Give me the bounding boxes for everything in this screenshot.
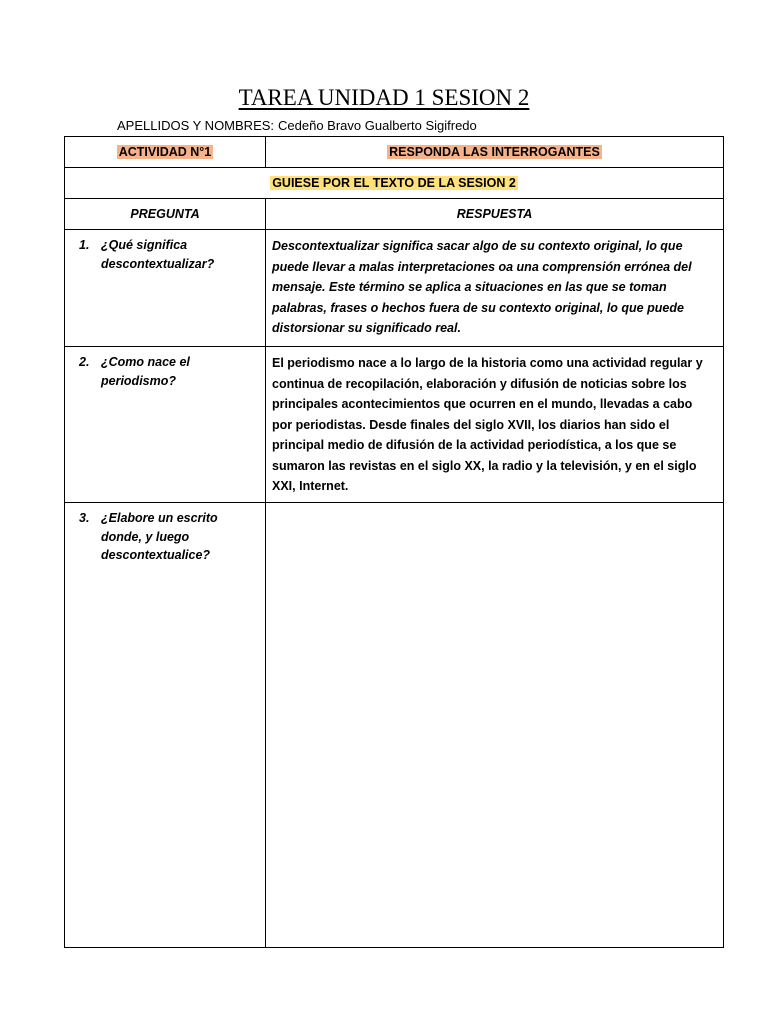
subheader-label: GUIESE POR EL TEXTO DE LA SESION 2	[272, 176, 516, 190]
table-row	[65, 347, 724, 503]
question-cell	[65, 347, 266, 503]
student-names-line	[117, 118, 477, 134]
table-row	[65, 503, 724, 948]
activity-table	[64, 136, 724, 948]
col-question-header: PREGUNTA	[65, 199, 266, 230]
header-right-cell	[266, 137, 724, 168]
table-header-row	[65, 137, 724, 168]
table-row	[65, 230, 724, 347]
question-cell	[65, 230, 266, 347]
table-subheader-row	[65, 168, 724, 199]
answer-cell: El periodismo nace a lo largo de la historia como una actividad regular y continua de recopilación, elaboración y difusión de noticias sobre los principales acontecimientos que ocurren en el mundo, llevadas a cabo por periodistas. Desde finales del siglo XVII, los diarios han sido el principal medio de difusión de la actividad periodística, a los que se sumaron las revistas en el siglo XX, la radio y la televisión, y en el siglo XXI, Internet.	[266, 347, 724, 503]
names-value: Cedeño Bravo Gualberto Sigifredo	[278, 118, 477, 133]
question-text: ¿Elabore un escrito donde, y luego descontextualice?	[101, 511, 218, 562]
subheader-cell	[65, 168, 724, 199]
answer-cell: Descontextualizar significa sacar algo de su contexto original, lo que puede llevar a malas interpretaciones oa una comprensión errónea del mensaje. Este término se aplica a situaciones en las que se toman palabras, frases o hechos fuera de su contexto original, lo que puede distorsionar su significado real.	[266, 230, 724, 347]
question-number: 2.	[79, 355, 90, 369]
question-number: 3.	[79, 511, 90, 525]
question-text: ¿Qué significa descontextualizar?	[101, 238, 215, 271]
question-cell	[65, 503, 266, 948]
document-title: TAREA UNIDAD 1 SESION 2	[238, 85, 530, 110]
column-header-row	[65, 199, 724, 230]
header-instructions-label: RESPONDA LAS INTERROGANTES	[389, 145, 600, 159]
col-answer-header: RESPUESTA	[266, 199, 724, 230]
answer-cell-empty[interactable]	[266, 503, 724, 948]
question-number: 1.	[79, 238, 90, 252]
header-activity-label: ACTIVIDAD N°1	[118, 145, 212, 159]
header-left-cell	[65, 137, 266, 168]
question-text: ¿Como nace el periodismo?	[101, 355, 190, 388]
names-label: APELLIDOS Y NOMBRES:	[117, 118, 275, 133]
